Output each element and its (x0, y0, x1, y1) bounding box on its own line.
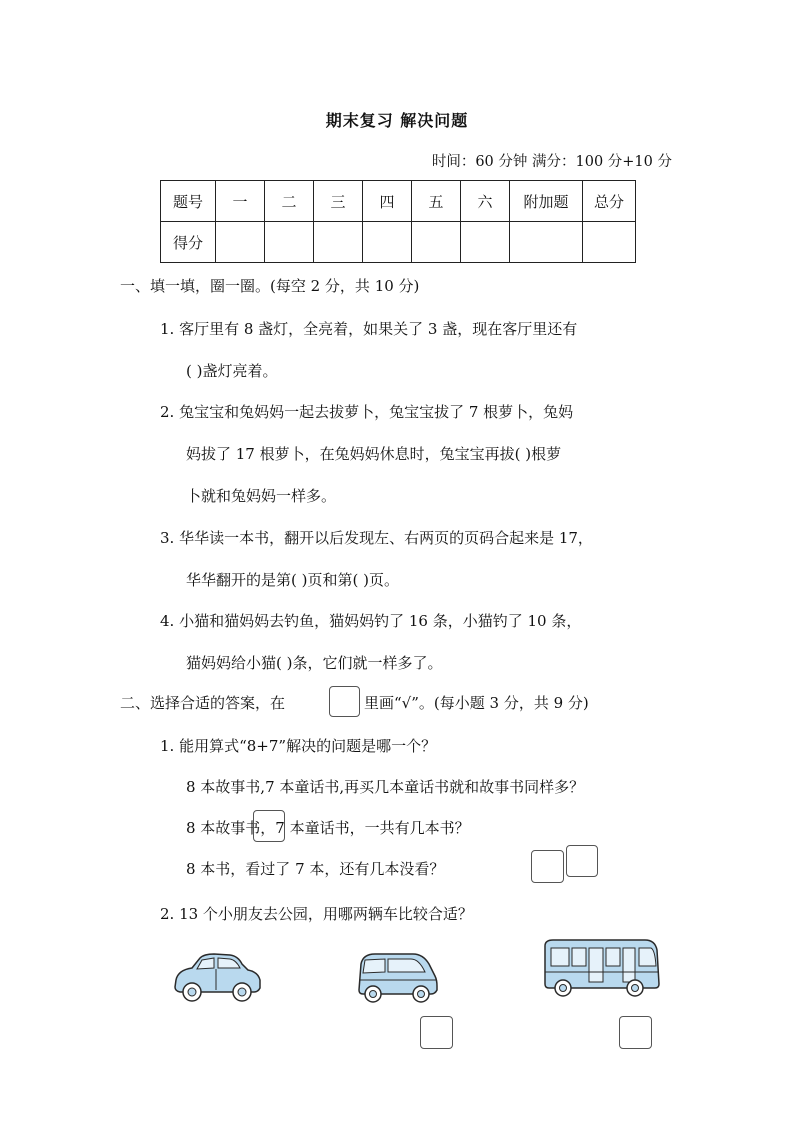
s1-q4-line2: 猫妈妈给小猫( )条，它们就一样多了。 (186, 654, 443, 672)
s2-q1: 1. 能用算式“8+7”解决的问题是哪一个？ (160, 737, 437, 755)
header-cell: 附加题 (510, 181, 583, 222)
s2-q1-option-1: 8 本故事书,7 本童话书,再买几本童话书就和故事书同样多？ (186, 778, 585, 796)
s1-q2-line3: 卜就和兔妈妈一样多。 (186, 487, 337, 505)
s1-q2-line1: 2. 兔宝宝和兔妈妈一起去拔萝卜，兔宝宝拔了 7 根萝卜，兔妈 (160, 403, 574, 421)
s1-q4-line1: 4. 小猫和猫妈妈去钓鱼，猫妈妈钓了 16 条，小猫钓了 10 条， (160, 612, 582, 630)
score-cell[interactable] (412, 222, 461, 263)
header-cell: 总分 (583, 181, 636, 222)
score-cell[interactable] (510, 222, 583, 263)
section2-heading-b: 里画“√”。(每小题 3 分，共 9 分) (364, 694, 589, 712)
answer-box-bus[interactable] (619, 1016, 652, 1049)
s1-q3-line2: 华华翻开的是第( )页和第( )页。 (186, 571, 399, 589)
score-table-score-row (161, 222, 636, 263)
van-illustration (355, 950, 440, 1005)
bus-illustration (541, 936, 663, 1002)
s2-q1-option-3: 8 本书，看过了 7 本，还有几本没看？ (186, 860, 445, 878)
score-cell[interactable] (461, 222, 510, 263)
score-table-header-row (161, 181, 636, 222)
answer-box-option-2[interactable] (531, 850, 564, 883)
s1-q1-line1: 1. 客厅里有 8 盏灯，全亮着，如果关了 3 盏，现在客厅里还有 (160, 320, 578, 338)
s1-q1-line2: ( )盏灯亮着。 (186, 362, 278, 380)
score-table (160, 180, 636, 263)
header-cell: 题号 (161, 181, 216, 222)
section2-heading-a: 二、选择合适的答案，在 (120, 694, 286, 712)
row-label: 得分 (161, 222, 216, 263)
answer-box-van[interactable] (420, 1016, 453, 1049)
answer-box-sample (329, 686, 360, 717)
score-cell[interactable] (314, 222, 363, 263)
s1-q2-line2: 妈拔了 17 根萝卜，在兔妈妈休息时，兔宝宝再拔( )根萝 (186, 445, 562, 463)
score-cell[interactable] (583, 222, 636, 263)
score-cell[interactable] (216, 222, 265, 263)
header-cell: 二 (265, 181, 314, 222)
s2-q1-option-2: 8 本故事书，7 本童话书，一共有几本书？ (186, 819, 470, 837)
section1-heading: 一、填一填，圈一圈。(每空 2 分，共 10 分) (120, 277, 420, 295)
header-cell: 六 (461, 181, 510, 222)
header-cell: 三 (314, 181, 363, 222)
s2-q2: 2. 13 个小朋友去公园，用哪两辆车比较合适？ (160, 905, 473, 923)
header-cell: 四 (363, 181, 412, 222)
page-title: 期末复习 解决问题 (325, 111, 469, 130)
exam-meta: 时间：60 分钟 满分：100 分+10 分 (431, 154, 672, 170)
s1-q3-line1: 3. 华华读一本书，翻开以后发现左、右两页的页码合起来是 17， (160, 529, 593, 547)
header-cell: 一 (216, 181, 265, 222)
score-cell[interactable] (363, 222, 412, 263)
car-illustration (170, 950, 265, 1005)
header-cell: 五 (412, 181, 461, 222)
answer-box-option-3[interactable] (566, 845, 598, 877)
answer-box-option-1[interactable] (253, 810, 285, 842)
score-cell[interactable] (265, 222, 314, 263)
